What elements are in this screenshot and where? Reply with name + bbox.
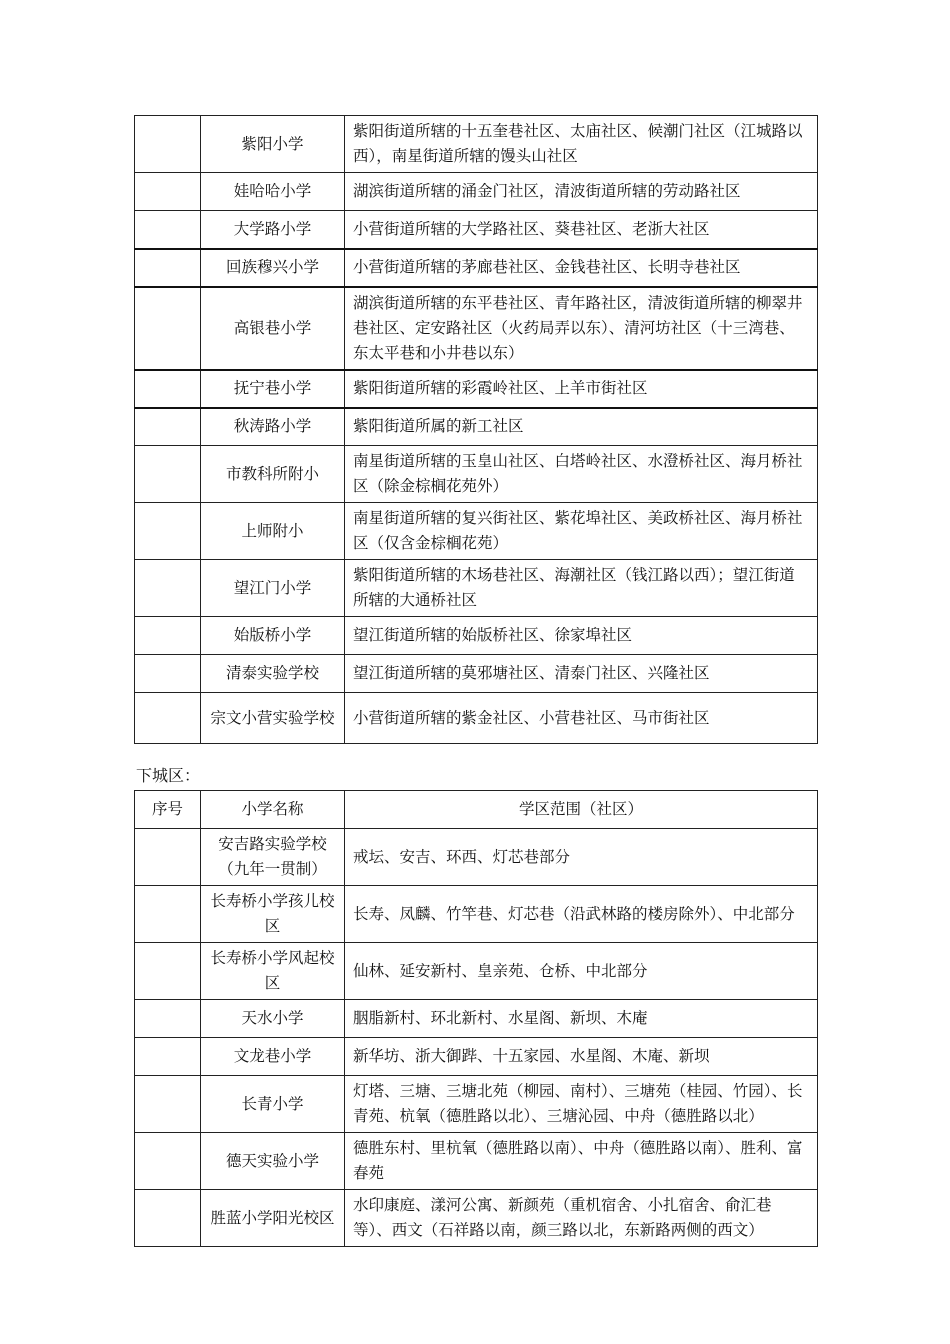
district-range-cell: 望江街道所辖的莫邪塘社区、清泰门社区、兴隆社区: [345, 655, 818, 693]
column-header-school: 小学名称: [201, 791, 345, 829]
school-name-cell: 秋涛路小学: [201, 408, 345, 446]
school-name-cell: 大学路小学: [201, 211, 345, 249]
index-cell: [135, 1038, 201, 1076]
table-row: [135, 370, 818, 408]
school-name-cell: 高银巷小学: [201, 287, 345, 370]
index-cell: [135, 1133, 201, 1190]
index-cell: [135, 655, 201, 693]
school-name-cell: 长寿桥小学风起校区: [201, 943, 345, 1000]
district-range-cell: 德胜东村、里杭氧（德胜路以南）、中舟（德胜路以南）、胜利、富春苑: [345, 1133, 818, 1190]
district-range-cell: 紫阳街道所辖的彩霞岭社区、上羊市街社区: [345, 370, 818, 408]
school-name-cell: 市教科所附小: [201, 446, 345, 503]
section-title-xiacheng: 下城区：: [136, 766, 201, 785]
index-cell: [135, 693, 201, 744]
school-name-cell: 文龙巷小学: [201, 1038, 345, 1076]
district-range-cell: 湖滨街道所辖的东平巷社区、青年路社区，清波街道所辖的柳翠井巷社区、定安路社区（火药局弄以东）、清河坊社区（十三湾巷、东太平巷和小井巷以东）: [345, 287, 818, 370]
school-name-cell: 德天实验小学: [201, 1133, 345, 1190]
table-header-row: [135, 791, 818, 829]
index-cell: [135, 211, 201, 249]
district-range-cell: 紫阳街道所属的新工社区: [345, 408, 818, 446]
table-row: [135, 1000, 818, 1038]
index-cell: [135, 370, 201, 408]
district-range-cell: 水印康庭、漾河公寓、新颜苑（重机宿舍、小扎宿舍、俞汇巷等）、西文（石祥路以南，颜三路以北，东新路两侧的西文）: [345, 1190, 818, 1247]
district-range-cell: 小营街道所辖的紫金社区、小营巷社区、马市街社区: [345, 693, 818, 744]
table-row: [135, 116, 818, 173]
district-range-cell: 小营街道所辖的茅廊巷社区、金钱巷社区、长明寺巷社区: [345, 249, 818, 287]
school-district-table-1: [134, 115, 818, 744]
district-range-cell: 灯塔、三塘、三塘北苑（柳园、南村）、三塘苑（桂园、竹园）、长青苑、杭氧（德胜路以北）、三塘沁园、中舟（德胜路以北）: [345, 1076, 818, 1133]
table-row: [135, 287, 818, 370]
table-row: [135, 1038, 818, 1076]
index-cell: [135, 1076, 201, 1133]
index-cell: [135, 943, 201, 1000]
index-cell: [135, 886, 201, 943]
school-name-cell: 抚宁巷小学: [201, 370, 345, 408]
table-row: [135, 1190, 818, 1247]
index-cell: [135, 446, 201, 503]
school-name-cell: 天水小学: [201, 1000, 345, 1038]
index-cell: [135, 249, 201, 287]
district-range-cell: 新华坊、浙大御跸、十五家园、水星阁、木庵、新坝: [345, 1038, 818, 1076]
school-name-cell: 始版桥小学: [201, 617, 345, 655]
table-row: [135, 560, 818, 617]
table-row: [135, 655, 818, 693]
index-cell: [135, 829, 201, 886]
index-cell: [135, 617, 201, 655]
index-cell: [135, 173, 201, 211]
district-range-cell: 南星街道所辖的玉皇山社区、白塔岭社区、水澄桥社区、海月桥社区（除金棕榈花苑外）: [345, 446, 818, 503]
school-name-cell: 宗文小营实验学校: [201, 693, 345, 744]
school-name-cell: 长青小学: [201, 1076, 345, 1133]
district-range-cell: 戒坛、安吉、环西、灯芯巷部分: [345, 829, 818, 886]
table-row: [135, 503, 818, 560]
table-row: [135, 617, 818, 655]
school-name-cell: 望江门小学: [201, 560, 345, 617]
district-range-cell: 仙林、延安新村、皇亲苑、仓桥、中北部分: [345, 943, 818, 1000]
table-row: [135, 446, 818, 503]
district-range-cell: 南星街道所辖的复兴街社区、紫花埠社区、美政桥社区、海月桥社区（仅含金棕榈花苑）: [345, 503, 818, 560]
index-cell: [135, 503, 201, 560]
district-range-cell: 紫阳街道所辖的十五奎巷社区、太庙社区、候潮门社区（江城路以西），南星街道所辖的馒头山社区: [345, 116, 818, 173]
table-row: [135, 1133, 818, 1190]
district-range-cell: 紫阳街道所辖的木场巷社区、海潮社区（钱江路以西）；望江街道所辖的大通桥社区: [345, 560, 818, 617]
district-range-cell: 湖滨街道所辖的涌金门社区，清波街道所辖的劳动路社区: [345, 173, 818, 211]
school-name-cell: 紫阳小学: [201, 116, 345, 173]
district-range-cell: 胭脂新村、环北新村、水星阁、新坝、木庵: [345, 1000, 818, 1038]
school-name-cell: 清泰实验学校: [201, 655, 345, 693]
table-row: [135, 249, 818, 287]
school-name-cell: 长寿桥小学孩儿校区: [201, 886, 345, 943]
index-cell: [135, 560, 201, 617]
table-row: [135, 1076, 818, 1133]
index-cell: [135, 408, 201, 446]
column-header-index: 序号: [135, 791, 201, 829]
school-name-cell: 胜蓝小学阳光校区: [201, 1190, 345, 1247]
table-row: [135, 211, 818, 249]
table-row: [135, 693, 818, 744]
column-header-range: 学区范围（社区）: [345, 791, 818, 829]
school-name-cell: 娃哈哈小学: [201, 173, 345, 211]
district-range-cell: 望江街道所辖的始版桥社区、徐家埠社区: [345, 617, 818, 655]
index-cell: [135, 287, 201, 370]
table-row: [135, 408, 818, 446]
table-row: [135, 173, 818, 211]
index-cell: [135, 1000, 201, 1038]
district-range-cell: 长寿、凤麟、竹竿巷、灯芯巷（沿武林路的楼房除外）、中北部分: [345, 886, 818, 943]
school-name-cell: 安吉路实验学校（九年一贯制）: [201, 829, 345, 886]
school-name-cell: 回族穆兴小学: [201, 249, 345, 287]
table-row: [135, 943, 818, 1000]
district-range-cell: 小营街道所辖的大学路社区、葵巷社区、老浙大社区: [345, 211, 818, 249]
school-district-table-2: [134, 790, 818, 1247]
index-cell: [135, 116, 201, 173]
school-name-cell: 上师附小: [201, 503, 345, 560]
index-cell: [135, 1190, 201, 1247]
table-row: [135, 829, 818, 886]
table-row: [135, 886, 818, 943]
